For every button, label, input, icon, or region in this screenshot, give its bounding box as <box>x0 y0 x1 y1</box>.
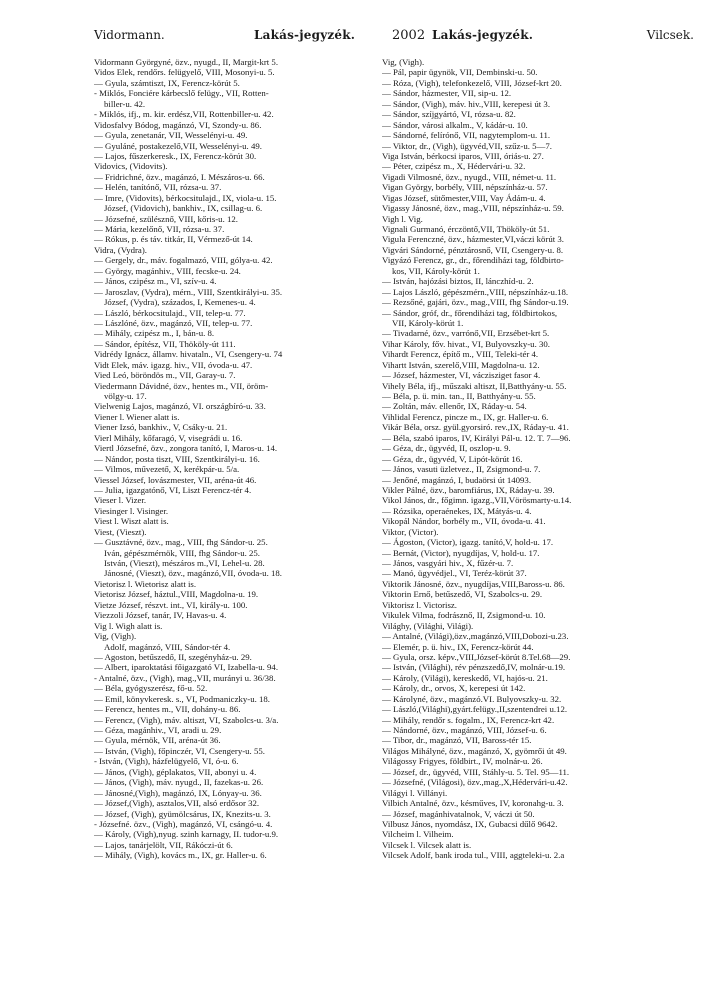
directory-entry: Viedermann Dávidné, özv., hentes m., VII, öröm- <box>94 380 269 391</box>
directory-entry: — Gyuláné, postakezelő,VII, Wesselényi-u. 49. <box>94 140 262 151</box>
directory-entry: - Miklós, ifj., m. kir. erdész,VII, Rottenbiller-u. 42. <box>94 109 274 120</box>
directory-entry: István, (Vieszt), mészáros m.,VI, Lehel-u. 28. <box>104 558 265 568</box>
directory-entry: — Sándorné, felírónő, VII, nagytemplom-u. 11. <box>382 130 551 141</box>
directory-entry: Vihely Béla, ifj., műszaki altiszt, II,Batthyány-u. 55. <box>382 380 567 391</box>
directory-entry: Adolf, magánzó, VIII, Sándor-tér 4. <box>104 641 231 652</box>
directory-entry: Viener l. Wiener alatt is. <box>94 411 180 422</box>
directory-entry: — János, czipész m., VI, szív-u. 4. <box>94 276 217 287</box>
directory-entry: — Lajos, tanárjelölt, VII, Rákóczi-út 6. <box>94 839 233 850</box>
directory-entry: — Manó, ügyvédjel., VI, Teréz-körút 37. <box>382 568 527 579</box>
directory-entry: Vihlidal Ferencz, pincze m., IX, gr. Haller-u. 6. <box>382 411 549 422</box>
directory-entry: — Béla, gyógyszerész, fő-u. 52. <box>94 683 208 694</box>
directory-entry: — Rókus, p. és táv. titkár, II, Vérmező-út 14. <box>94 234 253 245</box>
directory-entry: - Miklós, Fonciére kárbecslő felügy., VII, Rotten- <box>94 88 269 99</box>
directory-entry: Vidosfalvy Bódog, magánzó, VI, Szondy-u. 86. <box>94 119 262 130</box>
directory-entry: — Mária, kezelőnő, VII, rózsa-u. 37. <box>94 224 225 234</box>
directory-entry: Vikler Pálné, özv., baromfiárus, IX, Ráday-u. 39. <box>382 484 555 495</box>
directory-entry: — Ferencz, (Vigh), máv. altiszt, VI, Szabolcs-u. 3/a. <box>94 714 279 725</box>
directory-entry: — Sándor, építész, VII, Thököly-út 111. <box>94 338 236 349</box>
directory-entry: Vigula Ferenczné, özv., házmester,VI,váczi körút 3. <box>382 234 564 245</box>
directory-entry: — Józsefné, szülésznő, VIII, kőris-u. 12. <box>94 213 238 224</box>
directory-entry: Viktor, (Victor). <box>382 526 439 537</box>
directory-entry: — György, magánhiv., VIII, fecske-u. 24. <box>94 265 241 276</box>
directory-entry: — Vilmos, művezető, X, kerékpár-u. 5/a. <box>94 464 240 475</box>
directory-entry: Vilcsek Adolf, bank iroda tul., VIII, aggteleki-u. 2.a <box>382 850 565 861</box>
directory-entry: — Antalné, (Világi),özv.,magánzó,VIII,Dobozi-u.23. <box>382 631 569 642</box>
directory-entry: — Pál, papir ügynök, VII, Dembinski-u. 50. <box>382 67 538 78</box>
directory-entry: — Albert, iparoktatási főigazgató VI, Izabella-u. 94. <box>94 662 279 673</box>
header-section-title-left: Lakás-jegyzék. <box>254 28 356 42</box>
directory-entry: Vigvári Sándorné, pénztárosnő, VII, Csengery-u. 8. <box>382 244 564 255</box>
directory-entry: — József, házmester, VI, váczisziget fasor 4. <box>382 370 541 381</box>
directory-entry: — Helén, tanítónő, VII, rózsa-u. 37. <box>94 182 222 193</box>
directory-entry: — István, (Vigh), főpinczér, VI, Csengery-u. 55. <box>94 745 265 756</box>
directory-entry: Vig, (Vigh). <box>94 631 137 642</box>
directory-entry: - Antalné, özv., (Vigh), mag.,VII, murányi u. 36/38. <box>94 672 276 683</box>
directory-entry: József, (Vydra), százados, I, Kemenes-u. 4. <box>104 297 256 308</box>
directory-entry: — Imre, (Vidovits), bérkocsitulajd., IX, viola-u. 15. <box>94 192 277 203</box>
header-last-entry: Vilcsek. <box>646 28 694 42</box>
directory-entry: — Béla, szabó iparos, IV, Királyi Pál-u. 12. T. 7—96. <box>382 432 571 443</box>
directory-entry: — Gyula, mérnök, VII, aréna-út 36. <box>94 735 221 746</box>
directory-entry: — Rózsika, operaénekes, IX, Mátyás-u. 4. <box>382 505 532 516</box>
directory-entry: Világossy Frigyes, földbirt., IV, molnár-u. 26. <box>382 756 543 767</box>
directory-entry: Vikopál Nándor, borbély m., VII, óvoda-u. 41. <box>382 516 546 527</box>
directory-entry: — Elemér, p. ü. hiv., IX, Ferencz-körút 44. <box>382 641 534 652</box>
directory-entry: Vidormann Györgyné, özv., nyugd., II, Margit-krt 5. <box>94 57 279 67</box>
directory-entry: — János, vasuti üzletvez., II, Zsigmond-u. 7. <box>382 464 541 475</box>
directory-entry: — Sándor, házmester, VII, sip-u. 12. <box>382 88 512 99</box>
directory-entry: Viesinger l. Visinger. <box>94 505 169 516</box>
directory-entry: — Ágoston, (Victor), igazg. tanító,V, hold-u. 17. <box>382 537 554 548</box>
directory-entry: — Fridrichné, özv., magánzó, I. Mészáros-u. 66. <box>94 171 265 182</box>
directory-entry: völgy-u. 17. <box>104 391 147 401</box>
directory-entry: Vigh l. Vig. <box>382 213 423 224</box>
directory-entry: — Ferencz, hentes m., VII, dohány-u. 86. <box>94 704 241 715</box>
directory-entry: — István, (Világhi), rév pénzszedő,IV, molnár-u.19. <box>382 662 566 673</box>
directory-entry: Vihardt Ferencz, építő m., VIII, Teleki-tér 4. <box>382 349 539 360</box>
directory-entry: - Józsefné. özv., (Vigh), magánzó, VI, csángó-u. 4. <box>94 818 273 829</box>
directory-entry: — Sándor, városi alkalm., V, kádár-u. 10. <box>382 119 528 130</box>
directory-entry: Viktorin Ernő, betűszedő, VI, Szabolcs-u. 29. <box>382 589 543 600</box>
directory-entry: Vietorisz l. Wietorisz alatt is. <box>94 578 197 589</box>
directory-entry: Viktorik Jánosné, özv., nyugdíjas,VIII,Baross-u. 86. <box>382 578 565 589</box>
directory-entry: — Lajos László, gépészmérn.,VIII, népszínház-u.18. <box>382 286 569 297</box>
directory-entry: Viest l. Wiszt alatt is. <box>94 516 169 527</box>
directory-entry: — Mihály, (Vigh), kovács m., IX, gr. Haller-u. 6. <box>94 850 267 861</box>
directory-entry: Vihartt István, szerelő,VIII, Magdolna-u. 12. <box>382 359 540 370</box>
directory-entry: — Sándor, gróf, dr., főrendiházi tag, földbirtokos, <box>382 307 558 318</box>
directory-entry: Vikár Béla, orsz. gyül.gyorsiró. rev.,IX, Ráday-u. 41. <box>382 422 569 433</box>
directory-entry: — Károly, (Világi), kereskedő, VI, hajós-u. 21. <box>382 672 548 683</box>
directory-entry: — Jaroszlav, (Vydra), mérn., VIII, Szentkirályi-u. 35. <box>94 286 283 297</box>
directory-entry: Vigassy Jánosné, özv., mag.,VIII, népszínház-u. 59. <box>382 203 564 214</box>
directory-entry: — Lászlóné, özv., magánzó, VII, telep-u. 77. <box>94 317 253 328</box>
directory-entry: Vikulek Vilma, fodrásznő, II, Zsigmond-u. 10. <box>382 610 546 621</box>
directory-entry: — Gyula, zenetanár, VII, Wesselényi-u. 49. <box>94 130 248 141</box>
directory-entry: — Józsefné, (Világosi), özv.,mag.,X,Hédervári-u.42. <box>382 777 568 788</box>
directory-entry: — Róza, (Vigh), telefonkezelő, VIII, József-krt 20. <box>382 77 562 88</box>
directory-entry: — Géza, dr., ügyvéd, II, oszlop-u. 9. <box>382 443 511 454</box>
header-first-entry: Vidormann. <box>94 28 165 42</box>
directory-entry: — János, (Vigh), géplakatos, VII, abonyi u. 4. <box>94 766 257 777</box>
directory-entry: — Nándorné, özv., magánzó, VIII, József-u. 6. <box>382 725 547 735</box>
directory-entry: Vietorisz József, háztul.,VIII, Magdolna-u. 19. <box>94 589 259 600</box>
directory-entry: Vig, (Vigh). <box>382 57 425 67</box>
directory-entry: — Zoltán, máv. ellenőr, IX, Ráday-u. 54. <box>382 401 527 412</box>
directory-entry: — Tibor, dr., magánzó, VII, Baross-tér 15. <box>382 735 532 746</box>
directory-entry: — József, dr., ügyvéd, VIII, Stáhly-u. 5. Tel. 95—11. <box>382 766 570 777</box>
directory-entry: Vielwenig Lajos, magánzó, VI. országbíró-u. 33. <box>94 401 266 412</box>
directory-entry: Viener Izsó, bankhiv., V, Csáky-u. 21. <box>94 422 228 433</box>
directory-entry: — Rezsőné, gajári, özv., mag.,VIII, fhg Sándor-u.19. <box>382 297 569 308</box>
directory-entry: — Gyula, orsz. képv.,VIII,József-körút 8.Tel.68—29. <box>382 651 571 662</box>
directory-entry: József, (Vidovich), bankhiv., IX, csillag-u. 6. <box>104 203 263 214</box>
directory-entry: Viest, (Vieszt). <box>94 526 147 537</box>
directory-entry: — Géza, magánhiv., VI, aradi u. 29. <box>94 725 222 735</box>
directory-entry: — János, vasgyári hiv., X, fűzér-u. 7. <box>382 558 514 568</box>
directory-entry: — László,(Világhi),gyárt.felügy.,II,szentendrei u.12. <box>382 704 568 715</box>
directory-entry: Vilcsek l. Vilcsek alatt is. <box>382 839 472 850</box>
directory-entry: — Sándor, (Vigh), máv. hiv.,VIII, kerepesi út 3. <box>382 98 551 109</box>
directory-entry: — Károlyné, özv., magánzó.VI. Bulyovszky-u. 32. <box>382 693 562 704</box>
directory-entry: Vigan György, borbély, VIII, népszínház-u. 57. <box>382 182 548 193</box>
directory-entry: Iván, gépészmérnök, VIII, fhg Sándor-u. 25. <box>104 547 261 558</box>
directory-entry: — Géza, dr., ügyvéd, V, Lipót-körút 16. <box>382 453 523 464</box>
directory-entry: — Mihály, rendőr s. fogalm., IX, Ferencz-krt 42. <box>382 714 555 725</box>
directory-entry: — László, bérkocsitulajd., VII, telep-u. 77. <box>94 307 246 318</box>
directory-entry: — József,(Vigh), asztalos,VII, alsó erdősor 32. <box>94 798 260 809</box>
directory-entry: — Lajos, fűszerkeresk., IX, Ferencz-körút 30. <box>94 150 257 161</box>
directory-entry: — Jánosné,(Vigh), magánzó, IX, Lónyay-u. 36. <box>94 787 262 798</box>
directory-entry: Vierl Mihály, kőfaragó, V, visegrádi u. 16. <box>94 432 243 443</box>
directory-entry: kos, VII, Károly-körút 1. <box>392 265 480 276</box>
directory-entry: — Emil, könyvkeresk. s., VI, Podmaniczky-u. 18. <box>94 693 270 704</box>
directory-entry: Vihar Károly, főv. hivat., VI, Bulyovszky-u. 30. <box>382 338 550 349</box>
right-column <box>382 57 694 861</box>
directory-entry: — Tivadarné, özv., varrónő,VII, Erzsébet-krt 5. <box>382 328 550 339</box>
directory-entry: Világhy, (Világhi, Világi). <box>382 620 474 631</box>
directory-entry: Vidos Elek, rendőrs. felügyelő, VIII, Mosonyi-u. 5. <box>94 67 275 78</box>
directory-entry: — Agoston, betűszedő, II, szegényház-u. 29. <box>94 651 252 662</box>
directory-entry: — Julia, igazgatónő, VI, Liszt Ferencz-tér 4. <box>94 484 252 495</box>
directory-entry: Vied Leó, böröndös m., VII, Garay-u. 7. <box>94 370 236 381</box>
directory-entry: Vidt Elek, máv. igazg. hiv., VII, óvoda-u. 47. <box>94 359 253 370</box>
directory-entry: Vikol János, dr., főgimn. igazg.,VII,Vörösmarty-u.14. <box>382 495 572 506</box>
directory-entry: — Nándor, posta tiszt, VIII, Szentkirályi-u. 16. <box>94 453 260 464</box>
left-column <box>94 57 382 861</box>
directory-entry: Vigyázó Ferencz, gr., dr., főrendiházi tag, földbirto- <box>382 255 564 266</box>
directory-entry: Vigadi Vilmosné, özv., nyugd., VIII, német-u. 11. <box>382 171 557 182</box>
directory-entry: Viga István, bérkocsi iparos, VIII, óriás-u. 27. <box>382 150 544 161</box>
header-section-title-right: Lakás-jegyzék. <box>432 28 534 42</box>
directory-entry: Vilbich Antalné, özv., késműves, IV, koronahg-u. 3. <box>382 798 564 809</box>
directory-entry: — Gyula, számtiszt, IX, Ferencz-körút 5. <box>94 77 240 88</box>
directory-entry: — Jenőné, magánzó, I, budaörsi út 14093. <box>382 474 532 485</box>
directory-entry: — Károly, (Vigh),nyug. szinh karnagy, II. tudor-u.9. <box>94 829 279 840</box>
page-header <box>94 28 694 46</box>
directory-entry: — Péter, czipész m., X, Hédervári-u. 32. <box>382 161 526 172</box>
directory-entry: Vietze József, részvt. int., VI, király-u. 100. <box>94 599 248 610</box>
directory-entry: Vidra, (Vydra). <box>94 244 147 255</box>
directory-entry: Vilbusz János, nyomdász, IX, Gubacsi dűlő 9642. <box>382 818 558 829</box>
directory-entry: — Gergely, dr., máv. fogalmazó, VIII, gólya-u. 42. <box>94 255 273 266</box>
directory-entry: biller-u. 42. <box>104 98 146 109</box>
directory-entry: Viertl Józsefné, özv., zongora tanító, I, Maros-u. 14. <box>94 443 278 454</box>
directory-entry: VII, Károly-körút 1. <box>392 317 464 328</box>
directory-entry: Viessel József, lovászmester, VII, aréna-út 46. <box>94 474 257 485</box>
directory-entry: - István, (Vigh), házfelügyelő, VI, ó-u. 6. <box>94 756 239 767</box>
directory-entry: Vig l. Wigh alatt is. <box>94 620 163 631</box>
directory-entry: — József, magánhivatalnok, V, váczi út 50. <box>382 808 535 819</box>
directory-entry: Jánosné, (Vieszt), özv., magánzó,VII, óvoda-u. 18. <box>104 568 282 579</box>
directory-entry: — Gusztávné, özv., mag., VIII, fhg Sándor-u. 25. <box>94 537 268 548</box>
directory-entry: Viktorisz l. Victorisz. <box>382 599 458 610</box>
page-number: 2002 <box>392 28 426 43</box>
directory-entry: — Béla, p. ü. min. tan., II, Batthyány-u. 55. <box>382 391 536 401</box>
directory-entry: — Viktor, dr., (Vigh), ügyvéd,VII, szűz-u. 5—7. <box>382 140 552 151</box>
directory-entry: — Bernát, (Victor), nyugdíjas, V, hold-u. 17. <box>382 547 540 558</box>
directory-entry: — Mihály, czipész m., I, bán-u. 8. <box>94 328 215 339</box>
directory-entry: Világyi l. Villányi. <box>382 787 448 798</box>
directory-entry: Viezzoli József, tanár, IV, Havas-u. 4. <box>94 610 227 621</box>
directory-entry: — Károly, dr., orvos, X, kerepesi út 142. <box>382 683 526 694</box>
directory-entry: Világos Mihályné, özv., magánzó, X, gyömrői út 49. <box>382 745 567 756</box>
directory-entry: Vignali Gurmanó, érczöntő,VII, Thököly-út 51. <box>382 224 550 234</box>
directory-entry: Vieser l. Vizer. <box>94 495 147 506</box>
directory-entry: Vilcheim l. Vilheim. <box>382 829 454 840</box>
directory-entry: Vidrédy Ignácz, államv. hivataln., VI, Csengery-u. 74 <box>94 349 283 360</box>
directory-entry: — József, (Vigh), gyümölcsárus, IX, Knezits-u. 3. <box>94 808 271 819</box>
directory-entry: — János, (Vigh), máv. nyugd., II, fazekas-u. 26. <box>94 777 264 788</box>
directory-entry: Vidovics, (Vidovits). <box>94 161 168 172</box>
directory-entry: — Sándor, szíjgyártó, VI, rózsa-u. 82. <box>382 109 516 120</box>
directory-entry: Vigas József, sütőmester,VIII, Vay Ádám-u. 4. <box>382 192 546 203</box>
directory-entry: — István, hajózási biztos, II, lánczhíd-u. 2. <box>382 276 534 287</box>
